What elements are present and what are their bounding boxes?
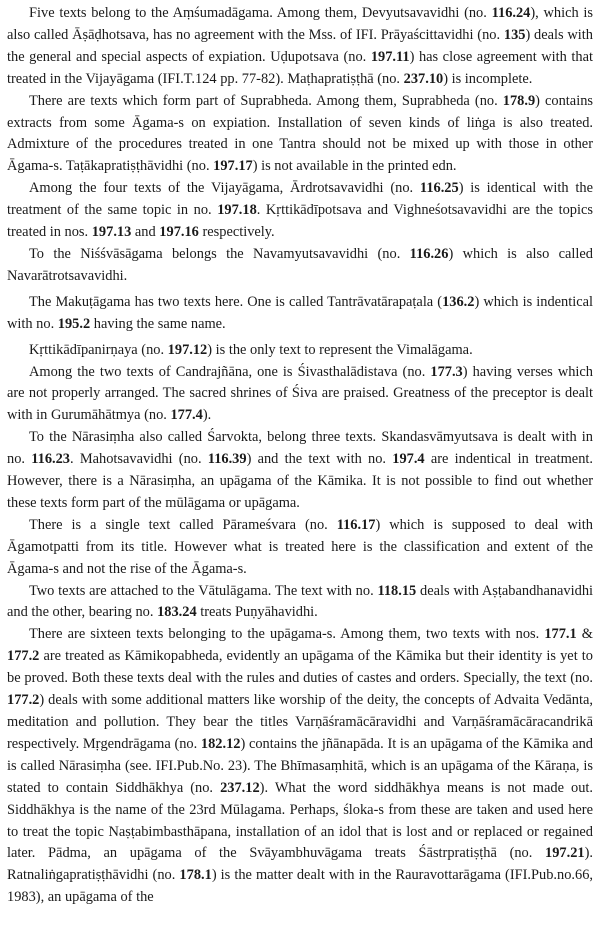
reference-number: 197.4 bbox=[392, 451, 425, 468]
reference-number: 116.23 bbox=[31, 451, 70, 468]
reference-number: 197.18 bbox=[217, 202, 257, 219]
paragraph-paramesvara: There is a single text called Pārameśvara (no. 116.17) which is supposed to deal with Āgamotpatti from its title. However what is treated here is the classification and extent of the Āgama-s and not the rise of the Āgama-s. bbox=[7, 516, 593, 577]
paragraph-suprabheda: There are texts which form part of Suprabheda. Among them, Suprabheda (no. 178.9) contains extracts from some Āgama-s on expiation. Installation of seven kinds of liṅga is also treated. Admixture of the procedures treated in one Tantra should not be mixed up with those in other Āgama-s. Taṭākapratiṣṭhāvidhi (no. 197.17) is not available in the printed edn. bbox=[7, 92, 593, 175]
reference-number: 237.10 bbox=[403, 70, 444, 87]
reference-number: 197.11 bbox=[370, 48, 410, 65]
reference-number: 177.2 bbox=[7, 692, 40, 709]
reference-number: 116.39 bbox=[207, 451, 247, 468]
reference-number: 197.13 bbox=[91, 224, 132, 241]
paragraph-vatulagama: Two texts are attached to the Vātulāgama. The text with no. 118.15 deals with Aṣṭabandhanavidhi and the other, bearing no. 183.24 treats Puṇyāhavidhi. bbox=[7, 582, 594, 621]
paragraph-narasimha: To the Nārasiṃha also called Śarvokta, belong three texts. Skandasvāmyutsava is dealt with in no. 116.23. Mahotsavavidhi (no. 116.39) and the text with no. 197.4 are indentical in treatment. However, there is a Nārasiṃha, an upāgama of the Kāmika. It is not possible to find out whether these texts form part of the mūlāgama or upāgama. bbox=[7, 429, 593, 511]
reference-number: 237.12 bbox=[220, 779, 260, 796]
reference-number: 183.24 bbox=[157, 604, 197, 621]
reference-number: 116.25 bbox=[419, 180, 459, 197]
reference-number: 177.3 bbox=[430, 363, 463, 380]
paragraph-makutagama: The Makuṭāgama has two texts here. One is called Tantrāvatārapaṭala (136.2) which is indentical with no. 195.2 having the same name. bbox=[7, 293, 593, 332]
reference-number: 197.17 bbox=[213, 158, 253, 175]
reference-number: 195.2 bbox=[57, 315, 91, 332]
reference-number: 178.1 bbox=[179, 867, 212, 884]
reference-number: 118.15 bbox=[377, 582, 417, 599]
paragraph-vijayagama: Among the four texts of the Vijayāgama, Ārdrotsavavidhi (no. 116.25) is identical with the treatment of the same topic in no. 197.18. Kṛttikādīpotsava and Vighneśotsavavidhi are the topics treated in nos. 197.13 and 197.16 respectively. bbox=[7, 180, 593, 241]
reference-number: 177.4 bbox=[170, 407, 203, 424]
reference-number: 178.9 bbox=[502, 92, 536, 109]
paragraph-nissvasagama: To the Niśśvāsāgama belongs the Navamyutsavavidhi (no. 116.26) which is also called Navarātrotsavavidhi. bbox=[7, 245, 594, 284]
reference-number: 197.12 bbox=[167, 341, 208, 358]
reference-number: 135 bbox=[503, 26, 526, 43]
paragraph-amsumadagama: Five texts belong to the Aṃśumadāgama. Among them, Devyutsavavidhi (no. 116.24), which is also called Āṣāḍhotsava, has no agreement with the Mss. of IFI. Prāyaścittavidhi (no. 135) deals with the general and special aspects of expiation. Uḍupotsava (no. 197.11) has close agreement with that treated in the Vijayāgama (IFI.T.124 pp. 77-82). Maṭhapratiṣṭhā (no. 237.10) is incomplete. bbox=[7, 5, 593, 87]
paragraph-upagamas: There are sixteen texts belonging to the upāgama-s. Among them, two texts with nos. 177.1 & 177.2 are treated as Kāmikopabheda, evidently an upāgama of the Kāmika but their identity is yet to be proved. Both these texts deal with the rules and duties of castes and orders. Specially, the text (no. 177.2) deals with some additional matters like worship of the deity, the concepts of Advaita Vedānta, meditation and pollution. They bear the titles Varṇāśramācāravidhi and Varṇāśramācāracandrikā respectively. Mṛgendrāgama (no. 182.12) contains the jñānapāda. It is an upāgama of the Kāmika and is called Nārasiṃha (see. IFI.Pub.No. 23). The Bhīmasaṃhitā, which is an upāgama of the Kāraṇa, is stated to contain Siddhākhya (no. 237.12). What the word siddhākhya means is not made out. Siddhākhya is the name of the 23rd Mūlagama. Perhaps, śloka-s from these are taken and used here to treat the topic Naṣṭabimbasthāpana, installation of an idol that is lost and or replaced or regained later. Pādma, an upāgama of the Svāyambhuvāgama treats Śāstrpratiṣṭhā (no. 197.21). Ratnaliṅgapratiṣṭhāvidhi (no. 178.1) is the matter dealt with in the Rauravottarāgama (IFI.Pub.no.66, 1983), an upāgama of the bbox=[7, 626, 594, 906]
reference-number: 177.1 bbox=[544, 626, 577, 643]
reference-number: 136.2 bbox=[442, 293, 475, 310]
reference-number: 116.26 bbox=[409, 245, 449, 262]
reference-number: 177.2 bbox=[7, 648, 40, 665]
reference-number: 197.16 bbox=[159, 224, 199, 241]
paragraph-vimalagama: Kṛttikādīpanirṇaya (no. 197.12) is the only text to represent the Vimalāgama. bbox=[29, 341, 473, 358]
reference-number: 182.12 bbox=[200, 735, 241, 752]
reference-number: 116.17 bbox=[336, 516, 376, 533]
paragraph-candrajnana: Among the two texts of Candrajñāna, one is Śivasthalādistava (no. 177.3) having verses which are not properly arranged. The sacred shrines of Śiva are praised. Greatness of the preceptor is dealt with in Gurumāhātmya (no. 177.4). bbox=[7, 363, 593, 424]
reference-number: 197.21 bbox=[545, 845, 585, 862]
reference-number: 116.24 bbox=[491, 5, 531, 21]
